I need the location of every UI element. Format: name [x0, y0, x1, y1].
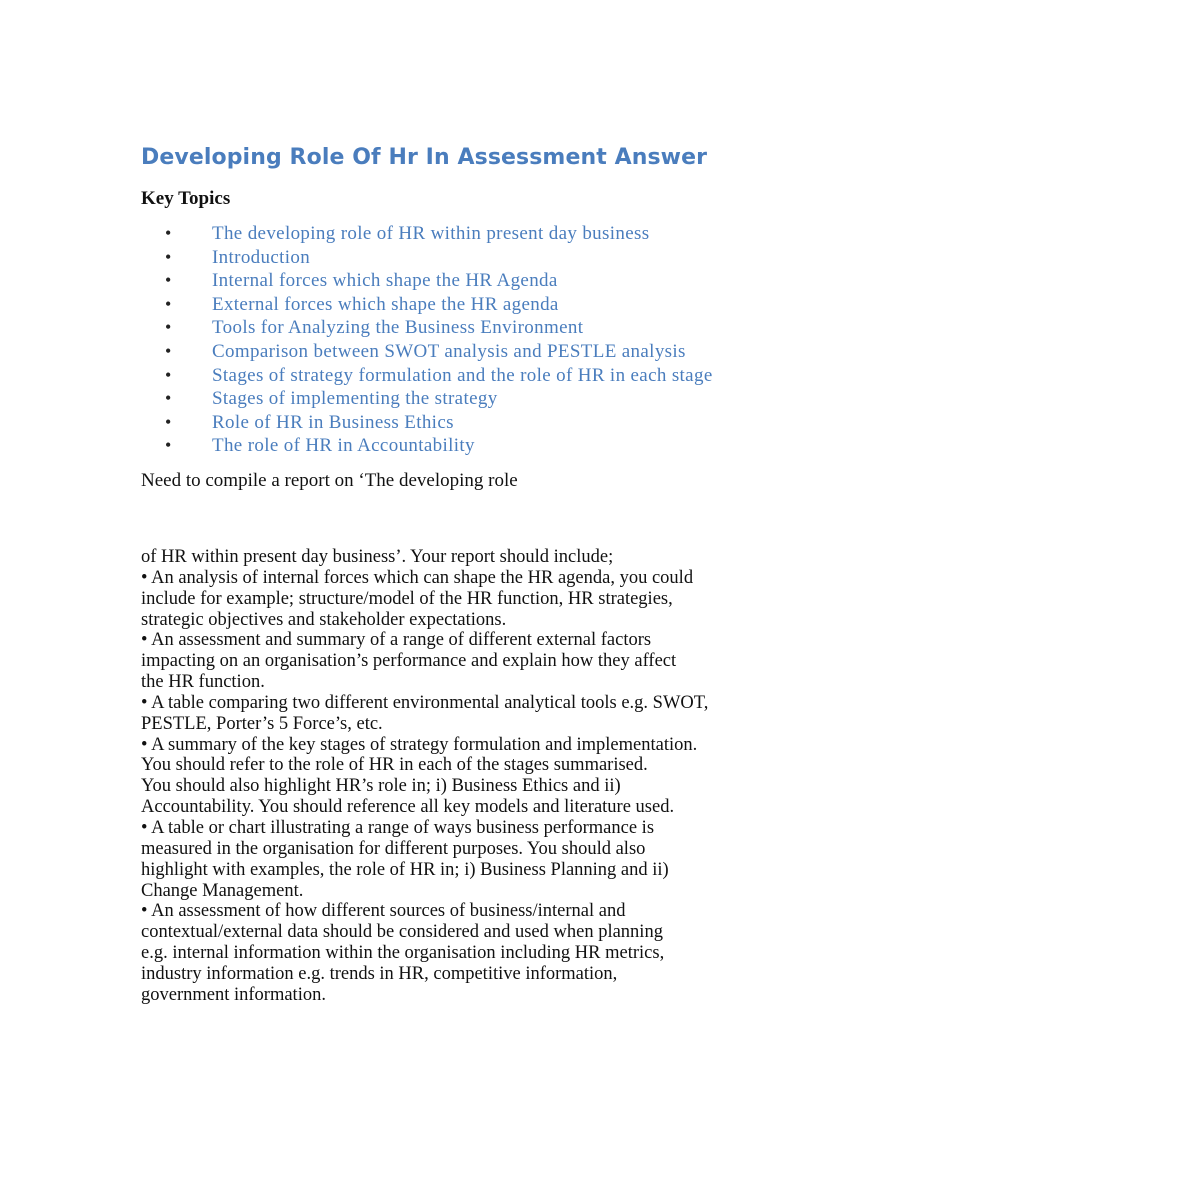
body-line: impacting on an organisation’s performance and explain how they affect: [141, 651, 677, 672]
topic-label: External forces which shape the HR agenda: [212, 293, 559, 315]
bullet-icon: •: [165, 435, 172, 456]
body-line: highlight with examples, the role of HR in; i) Business Planning and ii): [141, 859, 669, 880]
topic-label: Stages of strategy formulation and the role of HR in each stage: [212, 364, 713, 386]
body-line: industry information e.g. trends in HR, competitive information,: [141, 963, 618, 984]
bullet-icon: •: [165, 411, 172, 432]
body-line: strategic objectives and stakeholder expectations.: [141, 609, 507, 630]
bullet-icon: •: [165, 270, 172, 291]
body-line: Accountability. You should reference all key models and literature used.: [141, 797, 675, 818]
body-line: You should also highlight HR’s role in; i) Business Ethics and ii): [141, 776, 621, 797]
topic-label: The developing role of HR within present day business: [212, 223, 650, 244]
body-line: • An assessment and summary of a range of different external factors: [141, 630, 652, 651]
body-line: • A summary of the key stages of strategy formulation and implementation.: [141, 734, 698, 755]
topic-label: Comparison between SWOT analysis and PESTLE analysis: [212, 340, 686, 362]
bullet-icon: •: [165, 223, 172, 243]
body-line: You should refer to the role of HR in each of the stages summarised.: [141, 755, 648, 776]
intro-paragraph: Need to compile a report on ‘The developing role: [141, 470, 518, 491]
body-line: include for example; structure/model of the HR function, HR strategies,: [141, 588, 673, 609]
topic-label: Internal forces which shape the HR Agenda: [212, 270, 558, 292]
body-line: • An analysis of internal forces which can shape the HR agenda, you could: [141, 567, 694, 588]
body-line: • A table comparing two different environmental analytical tools e.g. SWOT,: [141, 692, 709, 713]
body-line: Change Management.: [141, 880, 304, 901]
topic-label: The role of HR in Accountability: [212, 435, 475, 457]
bullet-icon: •: [165, 293, 172, 314]
body-line: PESTLE, Porter’s 5 Force’s, etc.: [141, 713, 383, 734]
bullet-icon: •: [165, 317, 172, 338]
topic-label: Stages of implementing the strategy: [212, 388, 498, 410]
body-line: • A table or chart illustrating a range of ways business performance is: [141, 817, 655, 838]
body-line: e.g. internal information within the organisation including HR metrics,: [141, 943, 665, 964]
bullet-icon: •: [165, 364, 172, 385]
body-line: measured in the organisation for different purposes. You should also: [141, 838, 646, 859]
document-title: Developing Role Of Hr In Assessment Answer: [141, 145, 708, 170]
bullet-icon: •: [165, 388, 172, 409]
body-line: government information.: [141, 984, 326, 1005]
bullet-icon: •: [165, 246, 172, 267]
body-line: the HR function.: [141, 672, 265, 693]
body-line: of HR within present day business’. Your report should include;: [141, 547, 614, 567]
bullet-icon: •: [165, 340, 172, 361]
requirements-body: [141, 547, 901, 1006]
topic-label: Introduction: [212, 246, 311, 268]
body-line: • An assessment of how different sources of business/internal and: [141, 901, 626, 922]
topic-label: Role of HR in Business Ethics: [212, 411, 454, 433]
body-line: contextual/external data should be considered and used when planning: [141, 922, 663, 943]
key-topics-heading: Key Topics: [141, 188, 231, 209]
topic-label: Tools for Analyzing the Business Environment: [212, 317, 584, 339]
